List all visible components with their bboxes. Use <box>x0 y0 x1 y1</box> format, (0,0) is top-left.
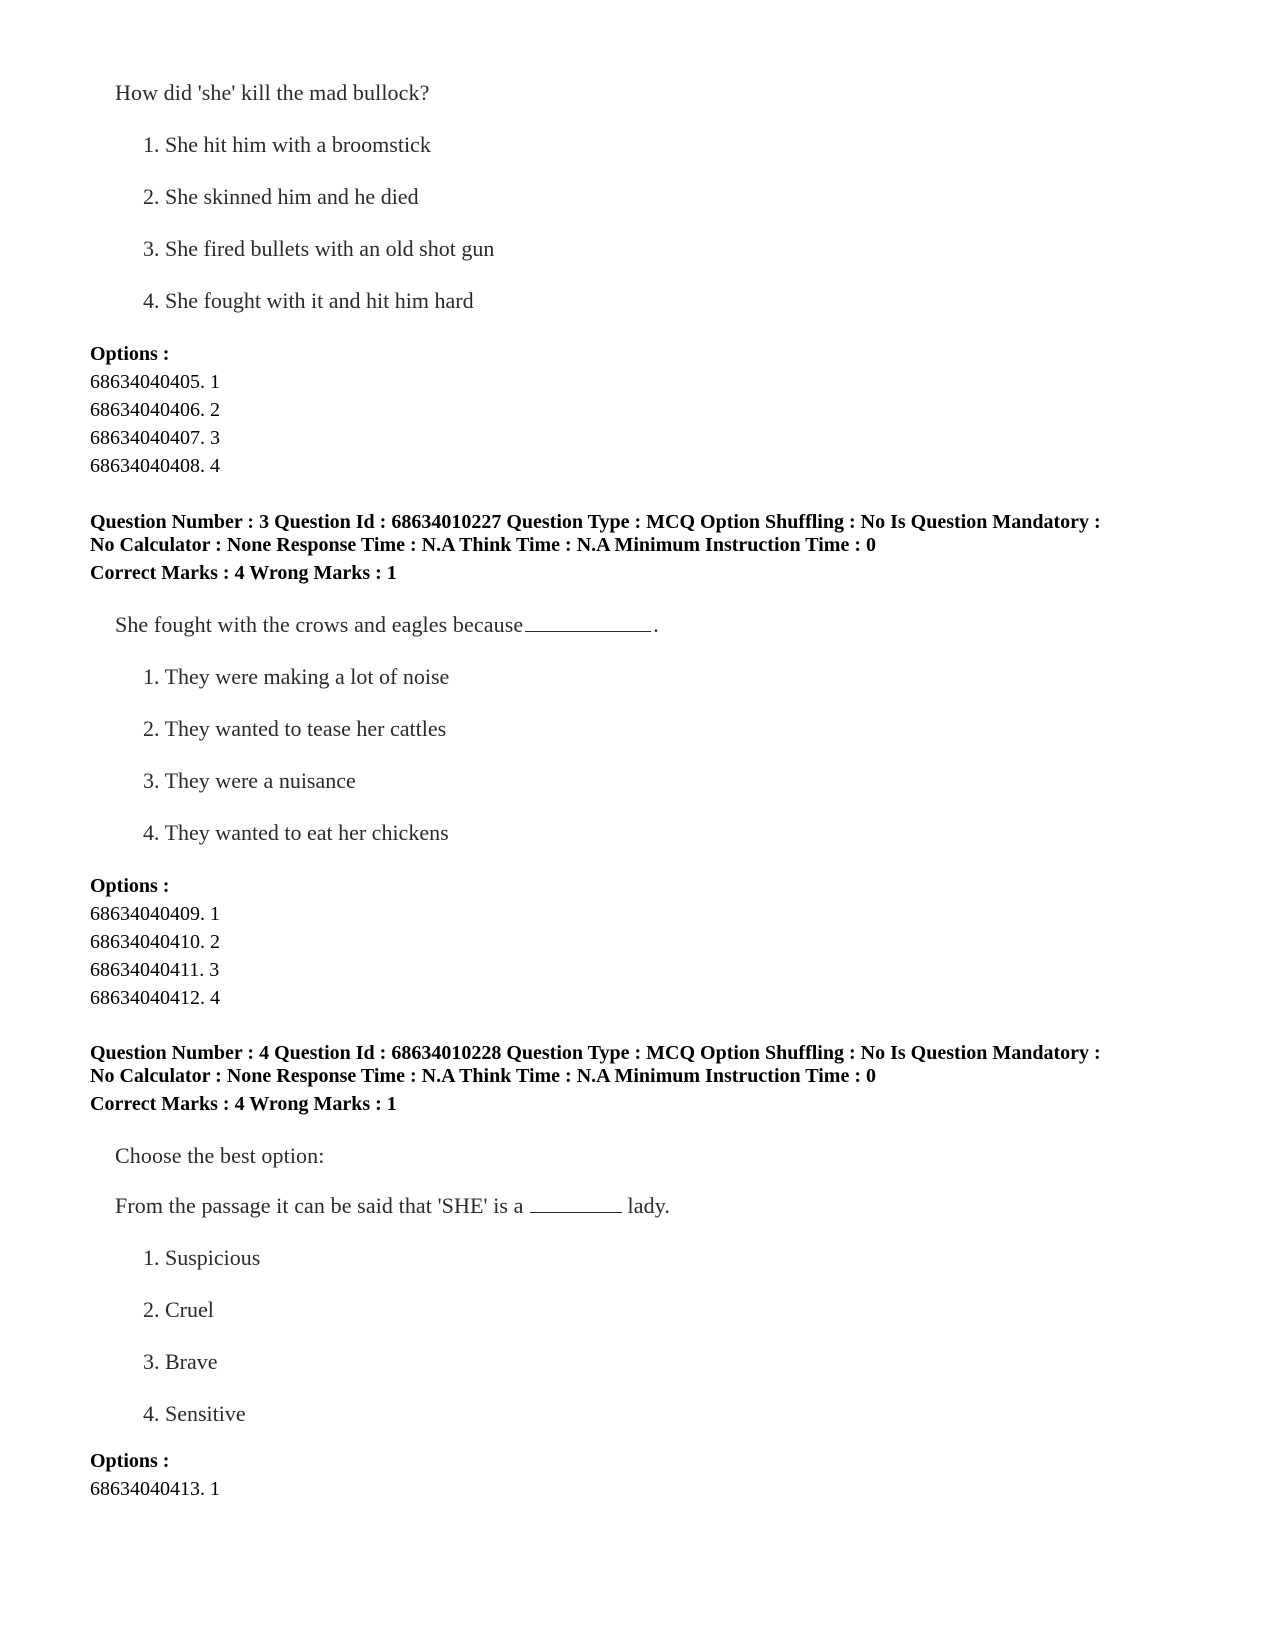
q3-choice-4: 4. They wanted to eat her chickens <box>143 820 449 845</box>
q2-option-2: 68634040406. 2 <box>90 399 220 421</box>
q3-choice-3: 3. They were a nuisance <box>143 768 356 793</box>
q2-choice-1: 1. She hit him with a broomstick <box>143 132 431 157</box>
q2-choice-2: 2. She skinned him and he died <box>143 184 419 209</box>
q3-meta-line2: No Calculator : None Response Time : N.A Think Time : N.A Minimum Instruction Time : 0 <box>90 534 876 556</box>
q4-choice-2: 2. Cruel <box>143 1297 214 1322</box>
q3-option-1: 68634040409. 1 <box>90 903 220 925</box>
q2-choice-3: 3. She fired bullets with an old shot gun <box>143 236 495 261</box>
q2-option-3: 68634040407. 3 <box>90 427 220 449</box>
q3-options-label: Options : <box>90 875 170 897</box>
q2-option-4: 68634040408. 4 <box>90 455 220 477</box>
q3-meta-line3: Correct Marks : 4 Wrong Marks : 1 <box>90 562 397 584</box>
q4-option-1: 68634040413. 1 <box>90 1478 220 1500</box>
q3-option-2: 68634040410. 2 <box>90 931 220 953</box>
q4-meta-line3: Correct Marks : 4 Wrong Marks : 1 <box>90 1093 397 1115</box>
q3-stem-blank <box>525 630 651 632</box>
q3-choice-1: 1. They were making a lot of noise <box>143 664 450 689</box>
q4-choice-1: 1. Suspicious <box>143 1245 261 1270</box>
q3-choice-2: 2. They wanted to tease her cattles <box>143 716 447 741</box>
q3-option-4: 68634040412. 4 <box>90 987 220 1009</box>
q2-options-label: Options : <box>90 343 170 365</box>
q3-stem <box>115 612 659 638</box>
q3-option-3: 68634040411. 3 <box>90 959 220 981</box>
q4-meta-line2: No Calculator : None Response Time : N.A Think Time : N.A Minimum Instruction Time : 0 <box>90 1065 876 1087</box>
q4-stem-end: lady. <box>627 1193 670 1218</box>
q4-options-label: Options : <box>90 1450 170 1472</box>
q2-stem: How did 'she' kill the mad bullock? <box>115 80 430 105</box>
q3-stem-text: She fought with the crows and eagles because <box>115 612 524 637</box>
q3-meta-line1: Question Number : 3 Question Id : 68634010227 Question Type : MCQ Option Shuffling : No Is Question Mandatory : <box>90 511 1101 533</box>
q4-stem-blank <box>530 1211 622 1213</box>
q4-choice-3: 3. Brave <box>143 1349 218 1374</box>
q4-meta-line1: Question Number : 4 Question Id : 68634010228 Question Type : MCQ Option Shuffling : No Is Question Mandatory : <box>90 1042 1101 1064</box>
q4-stem-text: From the passage it can be said that 'SHE' is a <box>115 1193 524 1218</box>
q2-option-1: 68634040405. 1 <box>90 371 220 393</box>
q2-choice-4: 4. She fought with it and hit him hard <box>143 288 474 313</box>
q4-choice-4: 4. Sensitive <box>143 1401 246 1426</box>
q4-stem <box>115 1193 670 1219</box>
q4-instruction: Choose the best option: <box>115 1143 325 1168</box>
q3-stem-end: . <box>653 612 659 637</box>
